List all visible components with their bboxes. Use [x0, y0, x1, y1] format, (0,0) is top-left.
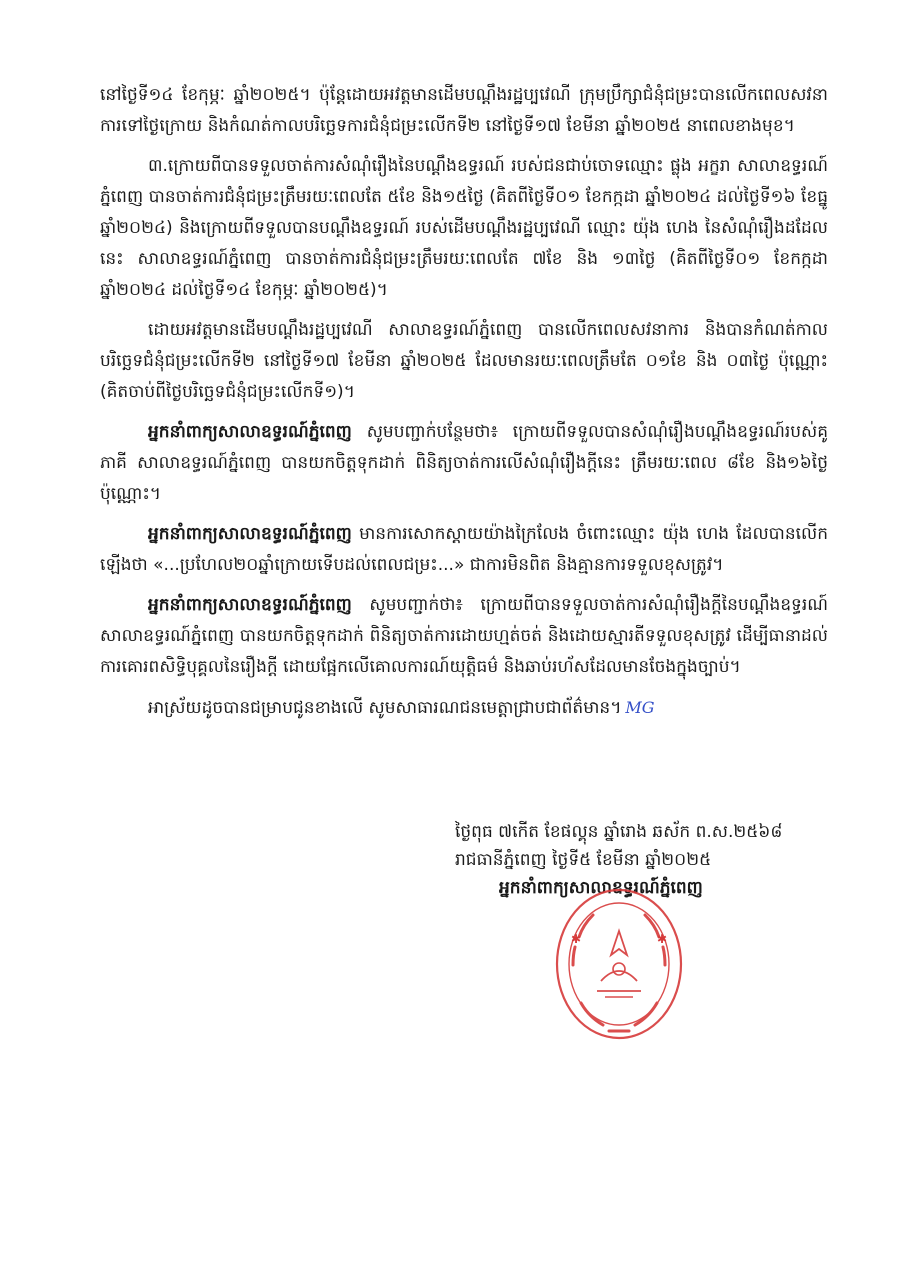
date-lunar: ថ្ងៃពុធ ៧កើត ខែផល្គុន ឆ្នាំរោង ឆស័ក ព.ស.២៥៦៨: [455, 822, 783, 842]
paragraph-text: សូមបញ្ជាក់ថា៖ ក្រោយពីបានទទួលចាត់ការសំណុំរឿងក្តីនៃបណ្តឹងឧទ្ធរណ៍ សាលាឧទ្ធរណ៍ភ្នំពេញ បានយកចិត្តទុកដាក់ ពិនិត្យចាត់ការដោយហ្មត់ចត់ និងដោយស្មារតីទទួលខុសត្រូវ ដើម្បីធានាដល់ការគោរពសិទ្ធិបុគ្គលនៃរឿងក្តី ដោយផ្អែកលើគោលការណ៍យុត្តិធម៌ និងឆាប់រហ័សដែលមានចែងក្នុងច្បាប់។: [100, 595, 828, 677]
paragraph-lead: អ្នកនាំពាក្យសាលាឧទ្ធរណ៍ភ្នំពេញ: [148, 524, 352, 544]
paragraph-spokesperson-confirm: [100, 417, 828, 510]
paragraph-text: មានការសោកស្តាយយ៉ាងក្រៃលែង ចំពោះឈ្មោះ យ៉ុង ហេង ដែលបានលើកឡើងថា «...ប្រហែល២០ឆ្នាំក្រោយទើបដល់ពេលជម្រះ...» ជាការមិនពិត និងគ្មានការទទួលខុសត្រូវ។: [100, 524, 828, 575]
paragraph-hearing-postponed: [100, 80, 828, 142]
handwritten-initials: MG: [625, 698, 655, 717]
paragraph-lead: អ្នកនាំពាក្យសាលាឧទ្ធរណ៍ភ្នំពេញ: [148, 422, 352, 442]
paragraph-spokesperson-regret: [100, 519, 828, 581]
paragraph-text: ដោយអវត្តមានដើមបណ្តឹងរដ្ឋប្បវេណី សាលាឧទ្ធរណ៍ភ្នំពេញ បានលើកពេលសវនាការ និងបានកំណត់កាលបរិច្ឆេទជំនុំជម្រះលើកទី២ នៅថ្ងៃទី១៧ ខែមីនា ឆ្នាំ២០២៥ ដែលមានរយៈពេលត្រឹមតែ ០១ខែ និង ០៣ថ្ងៃ ប៉ុណ្ណោះ (គិតចាប់ពីថ្ងៃបរិច្ឆេទជំនុំជម្រះលើកទី១)។: [100, 320, 828, 402]
svg-text:✱: ✱: [657, 932, 668, 946]
document-body: [100, 80, 828, 733]
paragraph-text: នៅថ្ងៃទី១៤ ខែកុម្ភៈ ឆ្នាំ២០២៥។ ប៉ុន្តែដោយអវត្តមានដើមបណ្តឹងរដ្ឋប្បវេណី ក្រុមប្រឹក្សាជំនុំជម្រះបានលើកពេលសវនាការទៅថ្ងៃក្រោយ និងកំណត់កាលបរិច្ឆេទការជំនុំជម្រះលើកទី២ នៅថ្ងៃទី១៧ ខែមីនា ឆ្នាំ២០២៥ នាពេលខាងមុខ។: [100, 85, 828, 136]
paragraph-text: អាស្រ័យដូចបានជម្រាបជូនខាងលើ សូមសាធារណជនមេត្តាជ្រាបជាព័ត៌មាន។: [148, 698, 622, 718]
paragraph-spokesperson-diligence: [100, 590, 828, 683]
paragraph-text: ៣.ក្រោយពីបានទទួលចាត់ការសំណុំរឿងនៃបណ្តឹងឧទ្ធរណ៍ របស់ជនជាប់ចោទឈ្មោះ ផ្លុង អក្ខរា សាលាឧទ្ធរណ៍ភ្នំពេញ បានចាត់ការជំនុំជម្រះត្រឹមរយៈពេលតែ ៥ខែ និង១៥ថ្ងៃ (គិតពីថ្ងៃទី០១ ខែកក្កដា ឆ្នាំ២០២៤ ដល់ថ្ងៃទី១៦ ខែធ្នូ ឆ្នាំ២០២៤) និងក្រោយពីទទួលបានបណ្តឹងឧទ្ធរណ៍ របស់ដើមបណ្តឹងរដ្ឋប្បវេណី ឈ្មោះ យ៉ុង ហេង នៃសំណុំរឿងដដែលនេះ សាលាឧទ្ធរណ៍ភ្នំពេញ បានចាត់ការជំនុំជម្រះត្រឹមរយៈពេលតែ ៧ខែ និង ១៣ថ្ងៃ (គិតពីថ្ងៃទី០១ ខែកក្កដា ឆ្នាំ២០២៤ ដល់ថ្ងៃទី១៤ ខែកុម្ភៈ ឆ្នាំ២០២៥)។: [100, 156, 828, 300]
paragraph-timeline: [100, 151, 828, 306]
paragraph-closing: [100, 692, 828, 724]
official-seal-stamp: [553, 885, 685, 1043]
date-solar: រាជធានីភ្នំពេញ ថ្ងៃទី៥ ខែមីនា ឆ្នាំ២០២៥: [455, 850, 712, 870]
svg-text:✱: ✱: [571, 932, 582, 946]
paragraph-second-hearing: [100, 315, 828, 408]
paragraph-lead: អ្នកនាំពាក្យសាលាឧទ្ធរណ៍ភ្នំពេញ: [148, 595, 352, 615]
paragraph-text: សូមបញ្ជាក់បន្ថែមថា៖ ក្រោយពីទទួលបានសំណុំរឿងបណ្តឹងឧទ្ធរណ៍របស់គូភាគី សាលាឧទ្ធរណ៍ភ្នំពេញ បានយកចិត្តទុកដាក់ ពិនិត្យចាត់ការលើសំណុំរឿងក្តីនេះ ត្រឹមរយៈពេល ៨ខែ និង១៦ថ្ងៃ ប៉ុណ្ណោះ។: [100, 422, 828, 504]
signatory-title: អ្នកនាំពាក្យសាលាឧទ្ធរណ៍ភ្នំពេញ: [499, 878, 703, 898]
